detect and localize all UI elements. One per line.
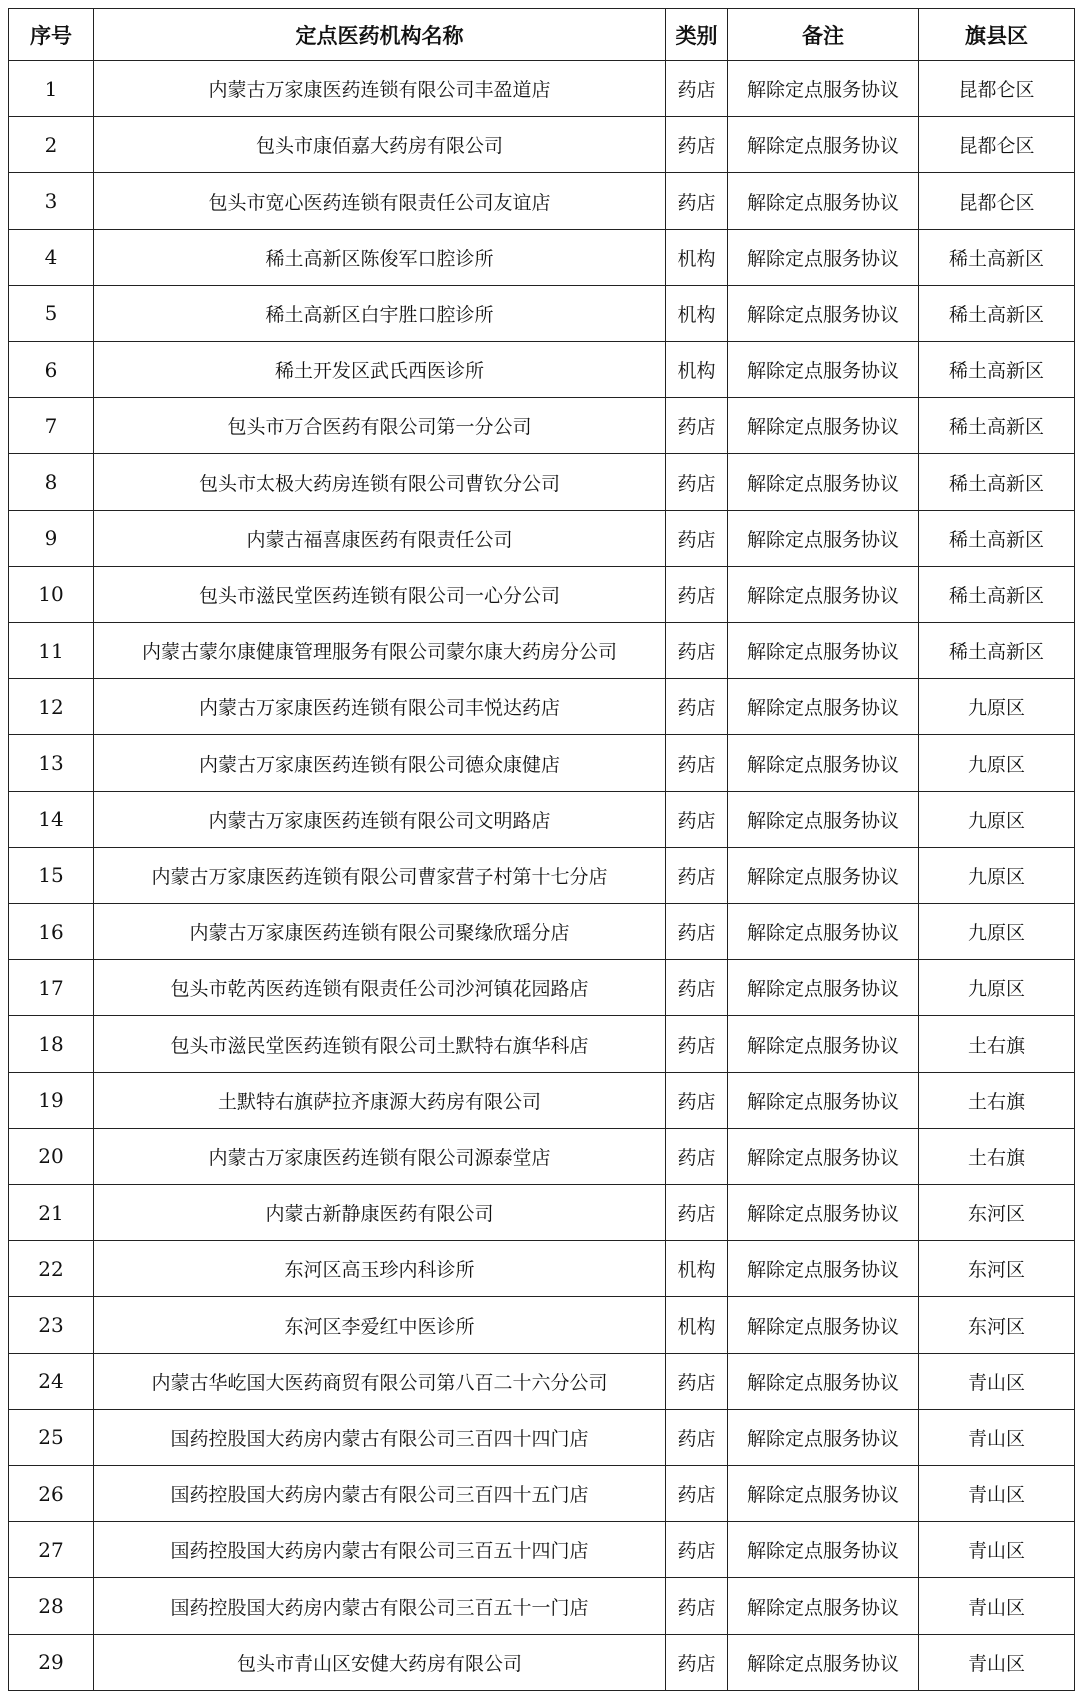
table-row <box>9 173 1075 229</box>
cell-remark: 解除定点服务协议 <box>728 510 919 566</box>
cell-remark: 解除定点服务协议 <box>728 847 919 903</box>
cell-index: 16 <box>9 904 94 960</box>
cell-remark: 解除定点服务协议 <box>728 566 919 622</box>
table-row <box>9 1185 1075 1241</box>
cell-district: 稀土高新区 <box>919 398 1075 454</box>
cell-remark: 解除定点服务协议 <box>728 1128 919 1184</box>
cell-institution-name: 国药控股国大药房内蒙古有限公司三百四十四门店 <box>94 1409 666 1465</box>
cell-remark: 解除定点服务协议 <box>728 735 919 791</box>
table-row <box>9 1128 1075 1184</box>
cell-remark: 解除定点服务协议 <box>728 173 919 229</box>
cell-institution-name: 包头市乾芮医药连锁有限责任公司沙河镇花园路店 <box>94 960 666 1016</box>
cell-index: 7 <box>9 398 94 454</box>
table-row <box>9 735 1075 791</box>
cell-district: 青山区 <box>919 1634 1075 1690</box>
cell-institution-name: 内蒙古华屹国大医药商贸有限公司第八百二十六分公司 <box>94 1353 666 1409</box>
cell-index: 25 <box>9 1409 94 1465</box>
cell-district: 东河区 <box>919 1185 1075 1241</box>
cell-institution-name: 包头市滋民堂医药连锁有限公司土默特右旗华科店 <box>94 1016 666 1072</box>
cell-remark: 解除定点服务协议 <box>728 117 919 173</box>
cell-district: 稀土高新区 <box>919 454 1075 510</box>
cell-institution-name: 包头市万合医药有限公司第一分公司 <box>94 398 666 454</box>
cell-remark: 解除定点服务协议 <box>728 61 919 117</box>
table-row <box>9 398 1075 454</box>
cell-category: 药店 <box>666 1353 728 1409</box>
cell-district: 稀土高新区 <box>919 229 1075 285</box>
cell-index: 9 <box>9 510 94 566</box>
cell-institution-name: 东河区高玉珍内科诊所 <box>94 1241 666 1297</box>
cell-category: 药店 <box>666 454 728 510</box>
cell-index: 5 <box>9 285 94 341</box>
cell-institution-name: 东河区李爱红中医诊所 <box>94 1297 666 1353</box>
cell-district: 青山区 <box>919 1353 1075 1409</box>
cell-index: 2 <box>9 117 94 173</box>
cell-category: 药店 <box>666 566 728 622</box>
cell-institution-name: 内蒙古万家康医药连锁有限公司丰悦达药店 <box>94 679 666 735</box>
cell-category: 药店 <box>666 791 728 847</box>
cell-remark: 解除定点服务协议 <box>728 285 919 341</box>
header-institution-name: 定点医药机构名称 <box>94 9 666 61</box>
table-row <box>9 1016 1075 1072</box>
cell-category: 药店 <box>666 61 728 117</box>
cell-index: 12 <box>9 679 94 735</box>
cell-category: 药店 <box>666 1072 728 1128</box>
cell-category: 药店 <box>666 1522 728 1578</box>
institution-table <box>8 8 1075 1691</box>
cell-district: 稀土高新区 <box>919 510 1075 566</box>
cell-category: 药店 <box>666 1634 728 1690</box>
cell-institution-name: 内蒙古新静康医药有限公司 <box>94 1185 666 1241</box>
cell-district: 青山区 <box>919 1578 1075 1634</box>
cell-institution-name: 内蒙古福喜康医药有限责任公司 <box>94 510 666 566</box>
cell-district: 东河区 <box>919 1241 1075 1297</box>
cell-index: 27 <box>9 1522 94 1578</box>
cell-district: 东河区 <box>919 1297 1075 1353</box>
cell-district: 稀土高新区 <box>919 342 1075 398</box>
cell-index: 23 <box>9 1297 94 1353</box>
cell-index: 22 <box>9 1241 94 1297</box>
cell-category: 机构 <box>666 285 728 341</box>
table-row <box>9 904 1075 960</box>
cell-category: 药店 <box>666 1409 728 1465</box>
cell-category: 药店 <box>666 1016 728 1072</box>
cell-index: 26 <box>9 1466 94 1522</box>
cell-district: 九原区 <box>919 960 1075 1016</box>
cell-index: 24 <box>9 1353 94 1409</box>
cell-institution-name: 内蒙古蒙尔康健康管理服务有限公司蒙尔康大药房分公司 <box>94 623 666 679</box>
cell-remark: 解除定点服务协议 <box>728 342 919 398</box>
cell-category: 药店 <box>666 1185 728 1241</box>
cell-institution-name: 内蒙古万家康医药连锁有限公司聚缘欣瑶分店 <box>94 904 666 960</box>
cell-district: 土右旗 <box>919 1072 1075 1128</box>
cell-index: 20 <box>9 1128 94 1184</box>
cell-remark: 解除定点服务协议 <box>728 960 919 1016</box>
cell-category: 药店 <box>666 117 728 173</box>
cell-remark: 解除定点服务协议 <box>728 1466 919 1522</box>
cell-remark: 解除定点服务协议 <box>728 398 919 454</box>
cell-remark: 解除定点服务协议 <box>728 229 919 285</box>
cell-index: 18 <box>9 1016 94 1072</box>
table-row <box>9 960 1075 1016</box>
cell-remark: 解除定点服务协议 <box>728 1522 919 1578</box>
cell-remark: 解除定点服务协议 <box>728 904 919 960</box>
cell-index: 6 <box>9 342 94 398</box>
cell-index: 21 <box>9 1185 94 1241</box>
cell-category: 药店 <box>666 735 728 791</box>
cell-category: 机构 <box>666 1297 728 1353</box>
cell-district: 九原区 <box>919 735 1075 791</box>
cell-remark: 解除定点服务协议 <box>728 679 919 735</box>
cell-institution-name: 包头市康佰嘉大药房有限公司 <box>94 117 666 173</box>
cell-remark: 解除定点服务协议 <box>728 1578 919 1634</box>
table-body <box>9 61 1075 1691</box>
cell-category: 药店 <box>666 510 728 566</box>
cell-remark: 解除定点服务协议 <box>728 1241 919 1297</box>
table-row <box>9 342 1075 398</box>
table-row <box>9 117 1075 173</box>
cell-remark: 解除定点服务协议 <box>728 623 919 679</box>
table-row <box>9 229 1075 285</box>
table-row <box>9 1241 1075 1297</box>
cell-index: 11 <box>9 623 94 679</box>
cell-district: 稀土高新区 <box>919 285 1075 341</box>
cell-index: 29 <box>9 1634 94 1690</box>
cell-institution-name: 土默特右旗萨拉齐康源大药房有限公司 <box>94 1072 666 1128</box>
cell-institution-name: 包头市滋民堂医药连锁有限公司一心分公司 <box>94 566 666 622</box>
cell-institution-name: 包头市太极大药房连锁有限公司曹钦分公司 <box>94 454 666 510</box>
header-district: 旗县区 <box>919 9 1075 61</box>
cell-institution-name: 国药控股国大药房内蒙古有限公司三百四十五门店 <box>94 1466 666 1522</box>
cell-remark: 解除定点服务协议 <box>728 1353 919 1409</box>
cell-category: 机构 <box>666 1241 728 1297</box>
cell-institution-name: 内蒙古万家康医药连锁有限公司曹家营子村第十七分店 <box>94 847 666 903</box>
cell-institution-name: 国药控股国大药房内蒙古有限公司三百五十一门店 <box>94 1578 666 1634</box>
table-row <box>9 1522 1075 1578</box>
cell-institution-name: 稀土开发区武氏西医诊所 <box>94 342 666 398</box>
cell-index: 28 <box>9 1578 94 1634</box>
cell-district: 九原区 <box>919 679 1075 735</box>
cell-category: 药店 <box>666 398 728 454</box>
cell-institution-name: 内蒙古万家康医药连锁有限公司源泰堂店 <box>94 1128 666 1184</box>
cell-category: 药店 <box>666 1578 728 1634</box>
cell-category: 机构 <box>666 342 728 398</box>
cell-district: 青山区 <box>919 1409 1075 1465</box>
table-row <box>9 847 1075 903</box>
header-category: 类别 <box>666 9 728 61</box>
table-row <box>9 510 1075 566</box>
cell-district: 九原区 <box>919 791 1075 847</box>
cell-index: 10 <box>9 566 94 622</box>
cell-category: 药店 <box>666 1128 728 1184</box>
cell-district: 昆都仑区 <box>919 173 1075 229</box>
cell-district: 青山区 <box>919 1522 1075 1578</box>
cell-district: 稀土高新区 <box>919 623 1075 679</box>
table-row <box>9 1297 1075 1353</box>
cell-category: 药店 <box>666 960 728 1016</box>
cell-index: 8 <box>9 454 94 510</box>
cell-index: 14 <box>9 791 94 847</box>
cell-index: 17 <box>9 960 94 1016</box>
cell-district: 土右旗 <box>919 1016 1075 1072</box>
cell-index: 13 <box>9 735 94 791</box>
cell-category: 药店 <box>666 173 728 229</box>
cell-institution-name: 内蒙古万家康医药连锁有限公司文明路店 <box>94 791 666 847</box>
cell-institution-name: 包头市宽心医药连锁有限责任公司友谊店 <box>94 173 666 229</box>
cell-remark: 解除定点服务协议 <box>728 1016 919 1072</box>
cell-district: 稀土高新区 <box>919 566 1075 622</box>
table-row <box>9 679 1075 735</box>
table-header <box>9 9 1075 61</box>
cell-index: 15 <box>9 847 94 903</box>
cell-institution-name: 内蒙古万家康医药连锁有限公司丰盈道店 <box>94 61 666 117</box>
table-row <box>9 1578 1075 1634</box>
table-row <box>9 1353 1075 1409</box>
cell-remark: 解除定点服务协议 <box>728 1634 919 1690</box>
table-row <box>9 1072 1075 1128</box>
cell-institution-name: 国药控股国大药房内蒙古有限公司三百五十四门店 <box>94 1522 666 1578</box>
cell-remark: 解除定点服务协议 <box>728 1072 919 1128</box>
table-row <box>9 791 1075 847</box>
cell-remark: 解除定点服务协议 <box>728 1185 919 1241</box>
cell-remark: 解除定点服务协议 <box>728 1297 919 1353</box>
cell-index: 1 <box>9 61 94 117</box>
cell-district: 青山区 <box>919 1466 1075 1522</box>
table-row <box>9 1466 1075 1522</box>
table-row <box>9 566 1075 622</box>
cell-category: 机构 <box>666 229 728 285</box>
cell-institution-name: 包头市青山区安健大药房有限公司 <box>94 1634 666 1690</box>
cell-index: 19 <box>9 1072 94 1128</box>
cell-institution-name: 内蒙古万家康医药连锁有限公司德众康健店 <box>94 735 666 791</box>
cell-district: 昆都仑区 <box>919 117 1075 173</box>
table-row <box>9 61 1075 117</box>
cell-remark: 解除定点服务协议 <box>728 1409 919 1465</box>
cell-district: 九原区 <box>919 847 1075 903</box>
cell-category: 药店 <box>666 623 728 679</box>
cell-index: 3 <box>9 173 94 229</box>
cell-district: 九原区 <box>919 904 1075 960</box>
cell-remark: 解除定点服务协议 <box>728 791 919 847</box>
table-row <box>9 1409 1075 1465</box>
header-remark: 备注 <box>728 9 919 61</box>
table-row <box>9 285 1075 341</box>
table-row <box>9 454 1075 510</box>
cell-category: 药店 <box>666 1466 728 1522</box>
table-row <box>9 623 1075 679</box>
cell-category: 药店 <box>666 847 728 903</box>
cell-remark: 解除定点服务协议 <box>728 454 919 510</box>
table-row <box>9 1634 1075 1690</box>
header-row <box>9 9 1075 61</box>
cell-institution-name: 稀土高新区陈俊军口腔诊所 <box>94 229 666 285</box>
cell-category: 药店 <box>666 904 728 960</box>
cell-district: 昆都仑区 <box>919 61 1075 117</box>
cell-index: 4 <box>9 229 94 285</box>
cell-district: 土右旗 <box>919 1128 1075 1184</box>
header-index: 序号 <box>9 9 94 61</box>
cell-institution-name: 稀土高新区白宇胜口腔诊所 <box>94 285 666 341</box>
cell-category: 药店 <box>666 679 728 735</box>
